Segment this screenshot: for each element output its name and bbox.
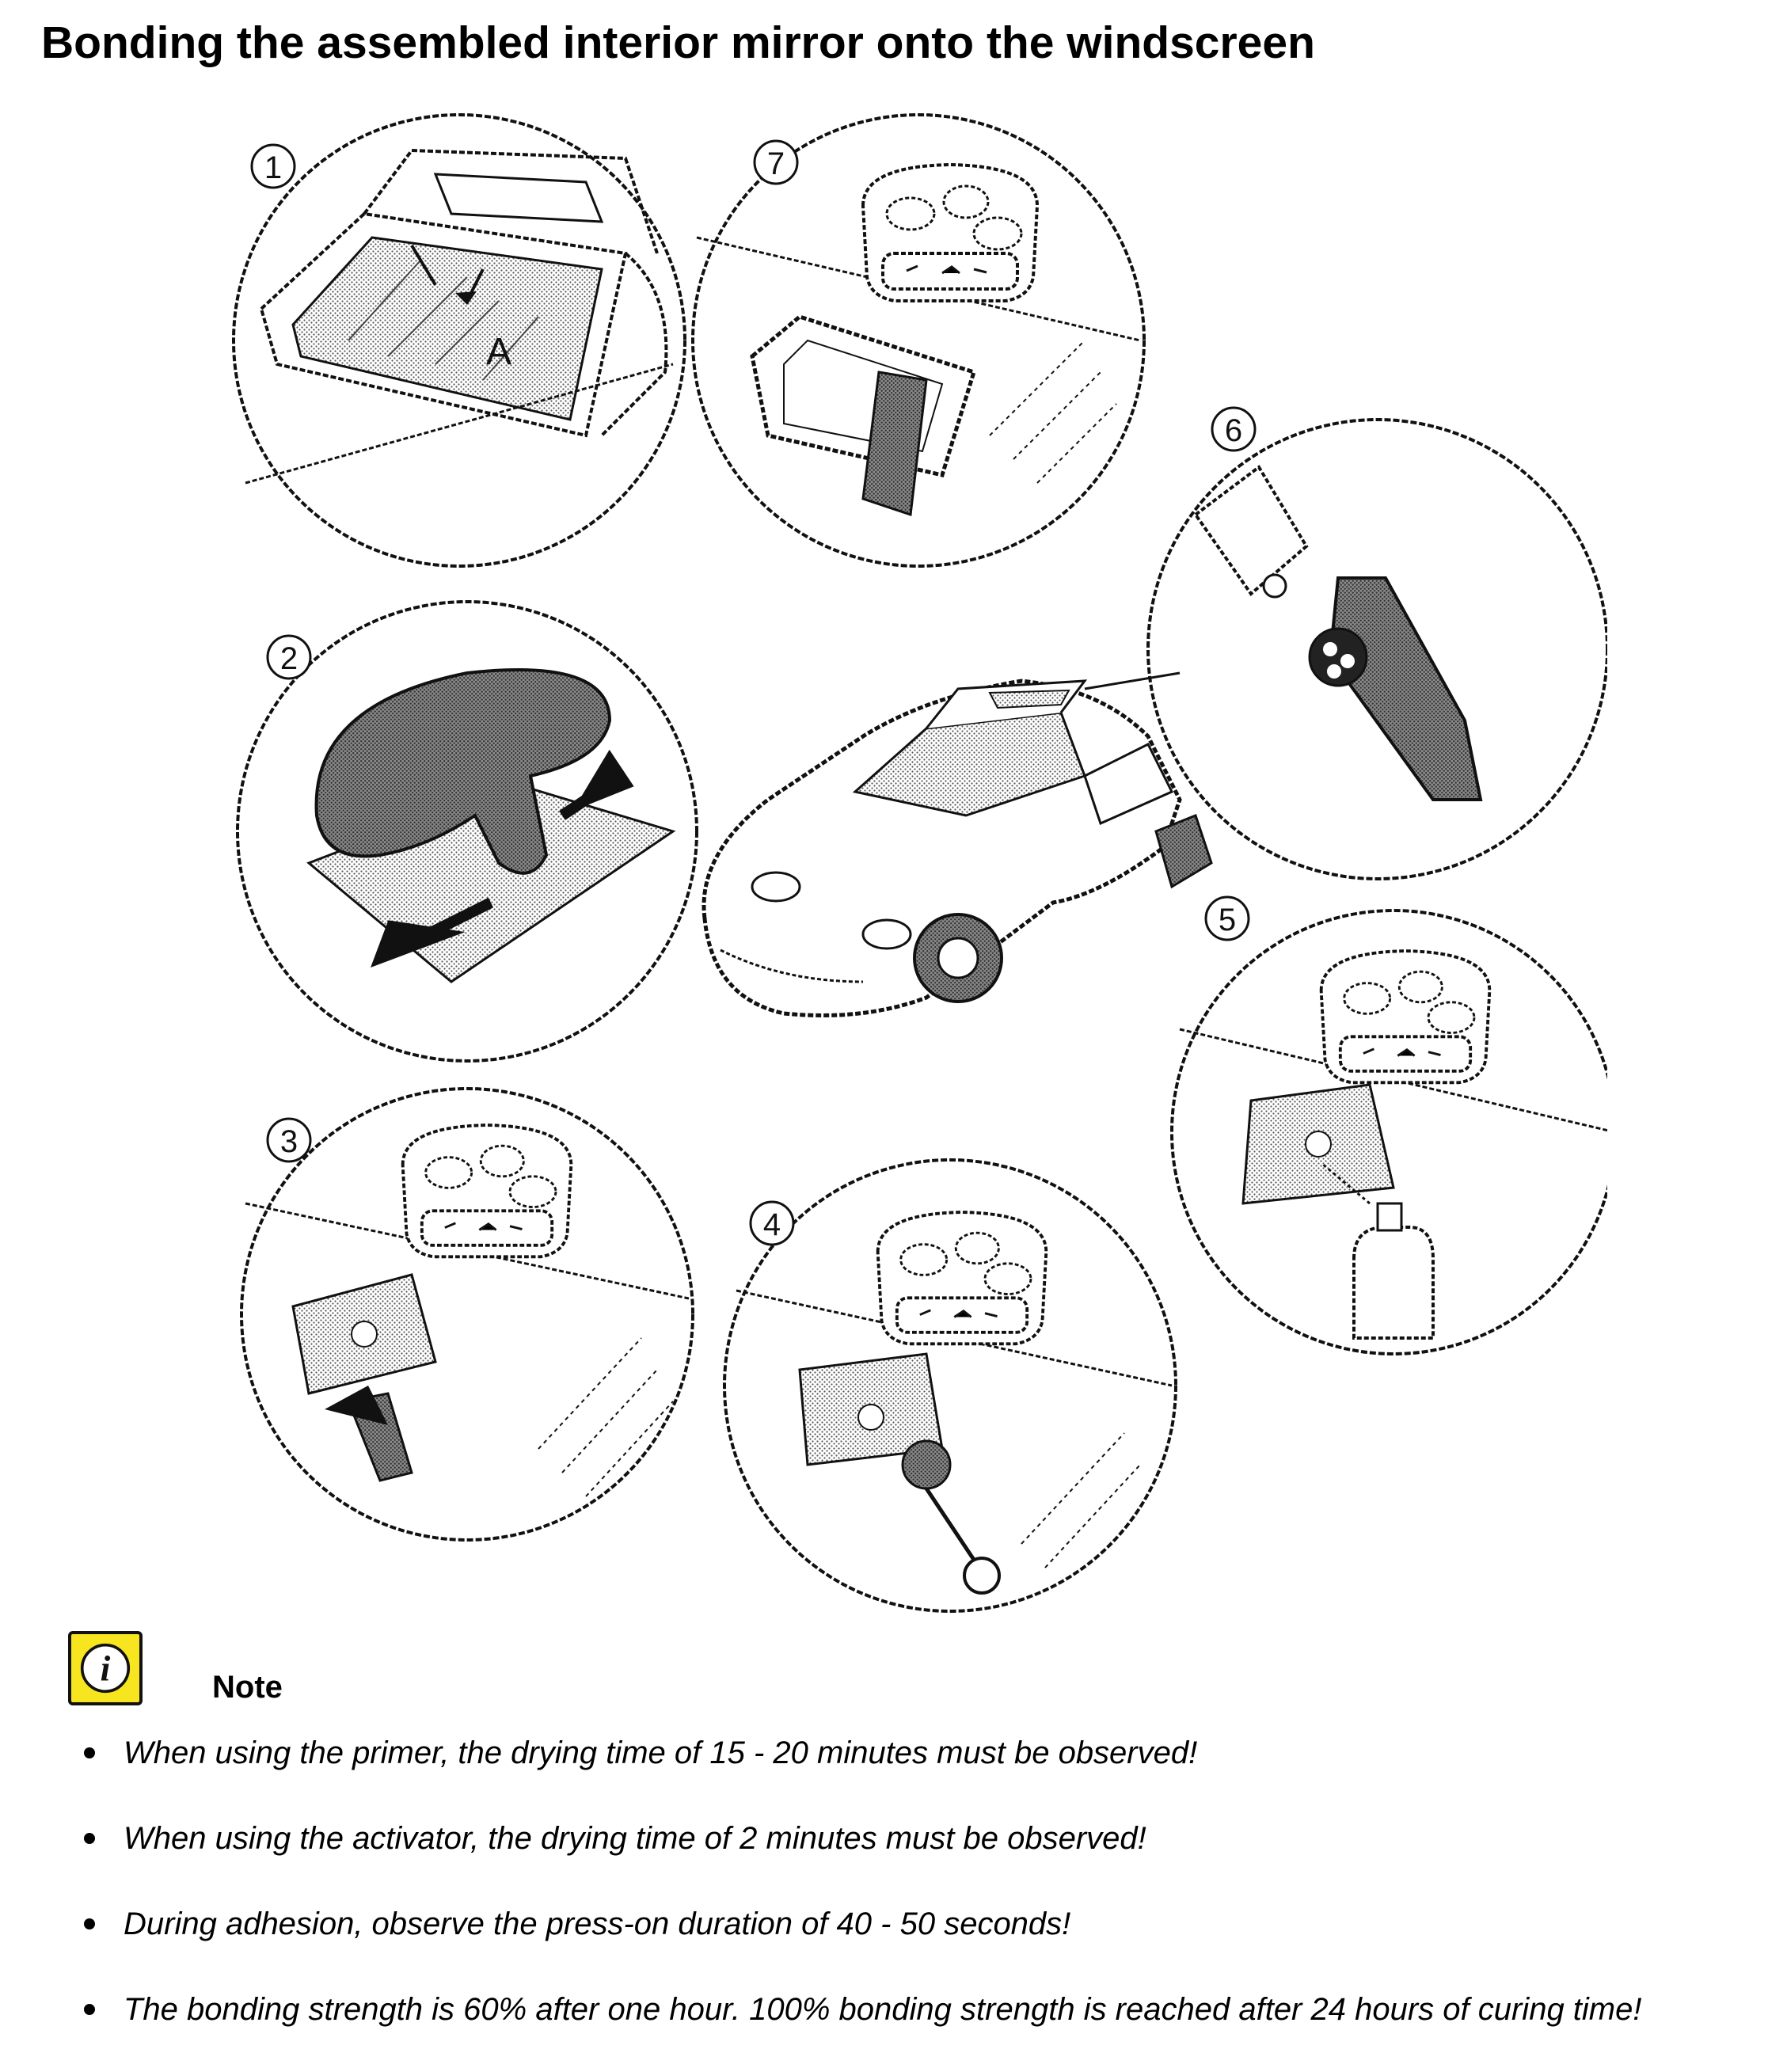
step-label-6: 6 (1224, 413, 1243, 448)
bullet-icon (84, 1833, 95, 1844)
car-illustration (704, 673, 1211, 1016)
info-icon (68, 1631, 143, 1705)
page-title: Bonding the assembled interior mirror onto the windscreen (41, 17, 1315, 68)
note-item (79, 1901, 1781, 1986)
note-item-text: When using the activator, the drying time of 2 minutes must be observed! (124, 1821, 1146, 1856)
note-heading: Note (212, 1670, 283, 1705)
info-icon-glyph (71, 1634, 139, 1702)
bullet-icon (84, 1747, 95, 1758)
step-2-panel (238, 602, 697, 1061)
step-1-panel (234, 115, 685, 566)
note-item-text: During adhesion, observe the press-on duration of 40 - 50 seconds! (124, 1907, 1071, 1941)
bullet-icon (84, 1918, 95, 1929)
illustration-svg (230, 103, 1607, 1623)
note-item (79, 1986, 1781, 2072)
note-item (79, 1730, 1781, 1815)
callout-letter-a: A (485, 331, 512, 373)
step-label-3: 3 (279, 1124, 298, 1159)
mirror-bonding-illustration (230, 103, 1607, 1623)
step-5-panel (1172, 897, 1607, 1354)
note-item (79, 1815, 1781, 1901)
svg-text:i: i (100, 1648, 111, 1689)
step-4-panel (724, 1160, 1176, 1611)
step-label-7: 7 (766, 146, 785, 181)
step-6-panel (1148, 408, 1607, 879)
bullet-icon (84, 2004, 95, 2015)
note-item-text: The bonding strength is 60% after one hour. 100% bonding strength is reached after 24 hours of curing time! (124, 1992, 1642, 2027)
step-label-4: 4 (762, 1207, 781, 1242)
step-label-2: 2 (279, 641, 298, 676)
note-item-text: When using the primer, the drying time of 15 - 20 minutes must be observed! (124, 1736, 1198, 1770)
step-label-1: 1 (264, 150, 283, 185)
step-7-panel (693, 115, 1144, 566)
step-3-panel (241, 1089, 693, 1540)
note-list (79, 1730, 1781, 2072)
step-label-5: 5 (1218, 903, 1237, 937)
